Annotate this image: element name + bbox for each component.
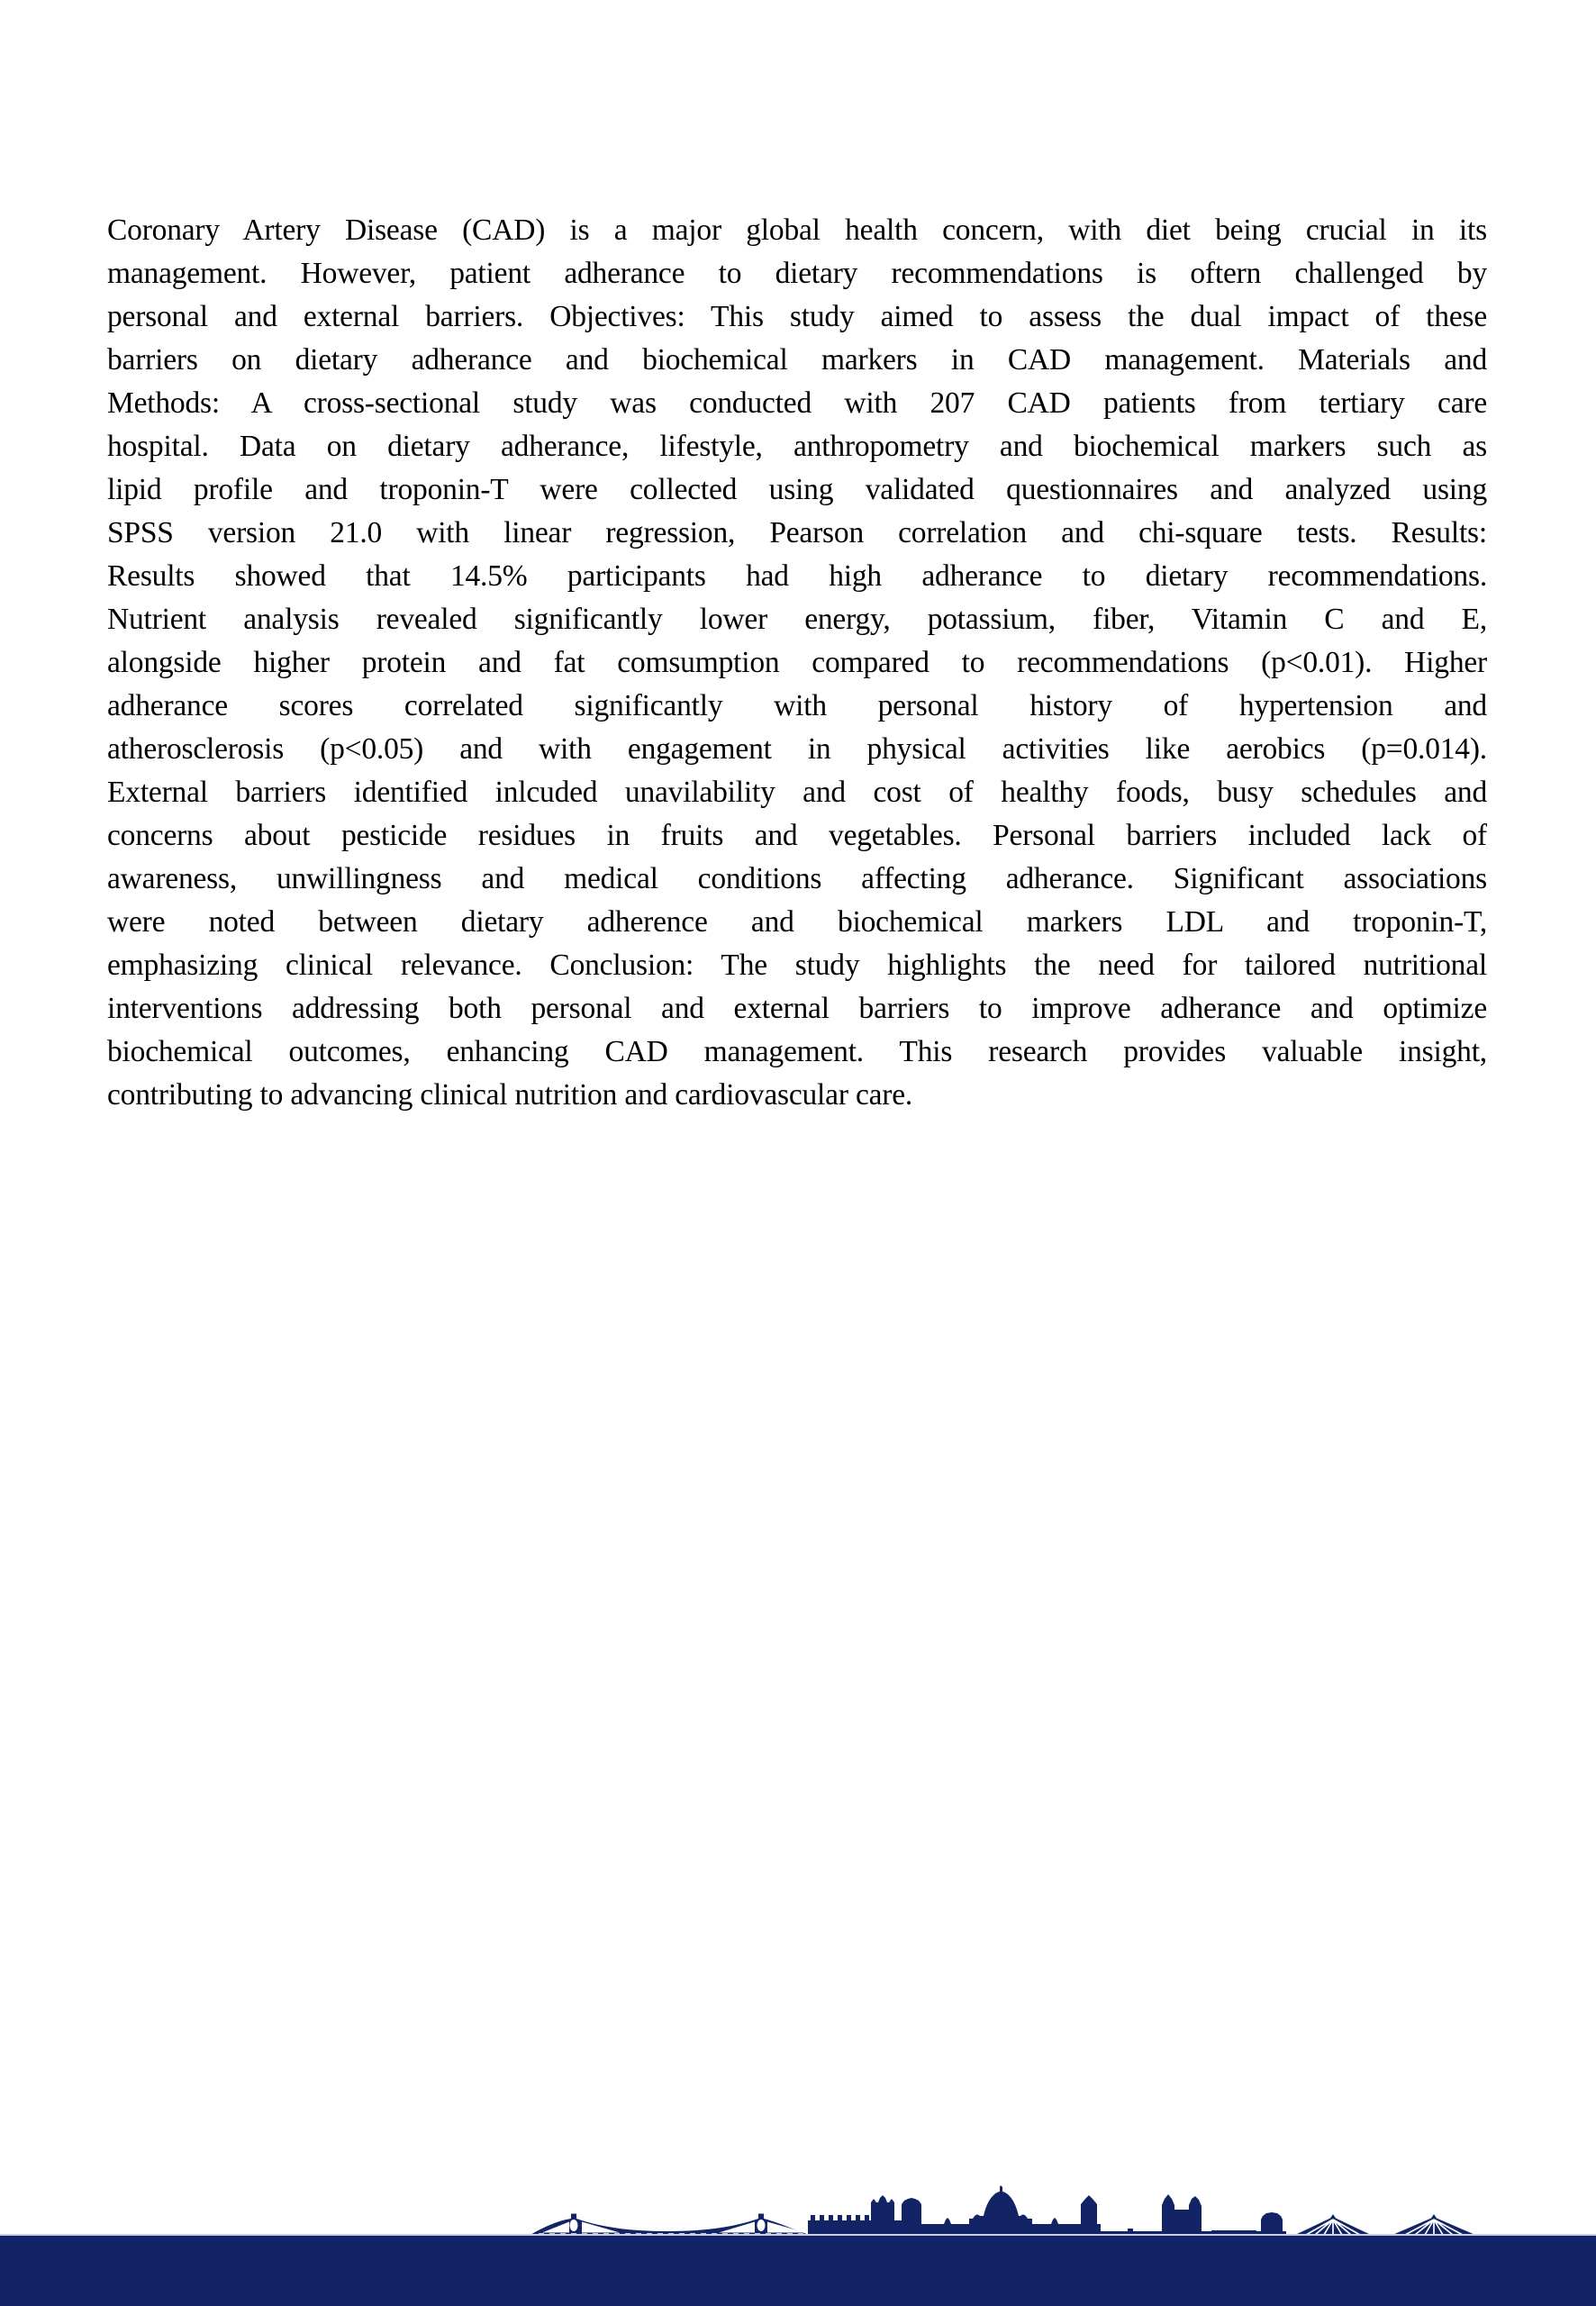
abstract-line: Coronary Artery Disease (CAD) is a major global health concern, with diet being crucial in its [107,213,1487,247]
abstract-line: awareness, unwillingness and medical conditions affecting adherance. Significant associations [107,862,1487,895]
abstract-line: contributing to advancing clinical nutrition and cardiovascular care. [107,1078,913,1112]
abstract-line: management. However, patient adherance to dietary recommendations is oftern challenged by [107,257,1487,290]
abstract-line: hospital. Data on dietary adherance, lifestyle, anthropometry and biochemical markers such as [107,430,1487,463]
abstract-line: biochemical outcomes, enhancing CAD management. This research provides valuable insight, [107,1035,1487,1068]
abstract-line: External barriers identified inlcuded unavilability and cost of healthy foods, busy schedules and [107,776,1487,809]
abstract-line: were noted between dietary adherence and biochemical markers LDL and troponin-T, [107,905,1487,939]
abstract-line: barriers on dietary adherance and biochemical markers in CAD management. Materials and [107,343,1487,377]
abstract-line: adherance scores correlated significantly with personal history of hypertension and [107,689,1487,722]
abstract-paragraph [107,209,1487,1117]
abstract-line: personal and external barriers. Objectives: This study aimed to assess the dual impact of these [107,300,1487,333]
abstract-line: alongside higher protein and fat comsumption compared to recommendations (p<0.01). Higher [107,646,1487,679]
abstract-line: interventions addressing both personal and external barriers to improve adherance and optimize [107,992,1487,1025]
abstract-line: SPSS version 21.0 with linear regression, Pearson correlation and chi-square tests. Results: [107,516,1487,549]
abstract-line: atherosclerosis (p<0.05) and with engagement in physical activities like aerobics (p=0.014). [107,732,1487,766]
abstract-line: concerns about pesticide residues in fruits and vegetables. Personal barriers included lack of [107,819,1487,852]
city-skyline-silhouette [0,2180,1596,2238]
abstract-line: Methods: A cross-sectional study was conducted with 207 CAD patients from tertiary care [107,386,1487,420]
abstract-line: Results showed that 14.5% participants had high adherance to dietary recommendations. [107,559,1487,593]
abstract-line: Nutrient analysis revealed significantly lower energy, potassium, fiber, Vitamin C and E, [107,603,1487,636]
footer-band [0,2234,1596,2306]
abstract-line: emphasizing clinical relevance. Conclusion: The study highlights the need for tailored nutritional [107,949,1487,982]
abstract-line: lipid profile and troponin-T were collected using validated questionnaires and analyzed using [107,473,1487,506]
